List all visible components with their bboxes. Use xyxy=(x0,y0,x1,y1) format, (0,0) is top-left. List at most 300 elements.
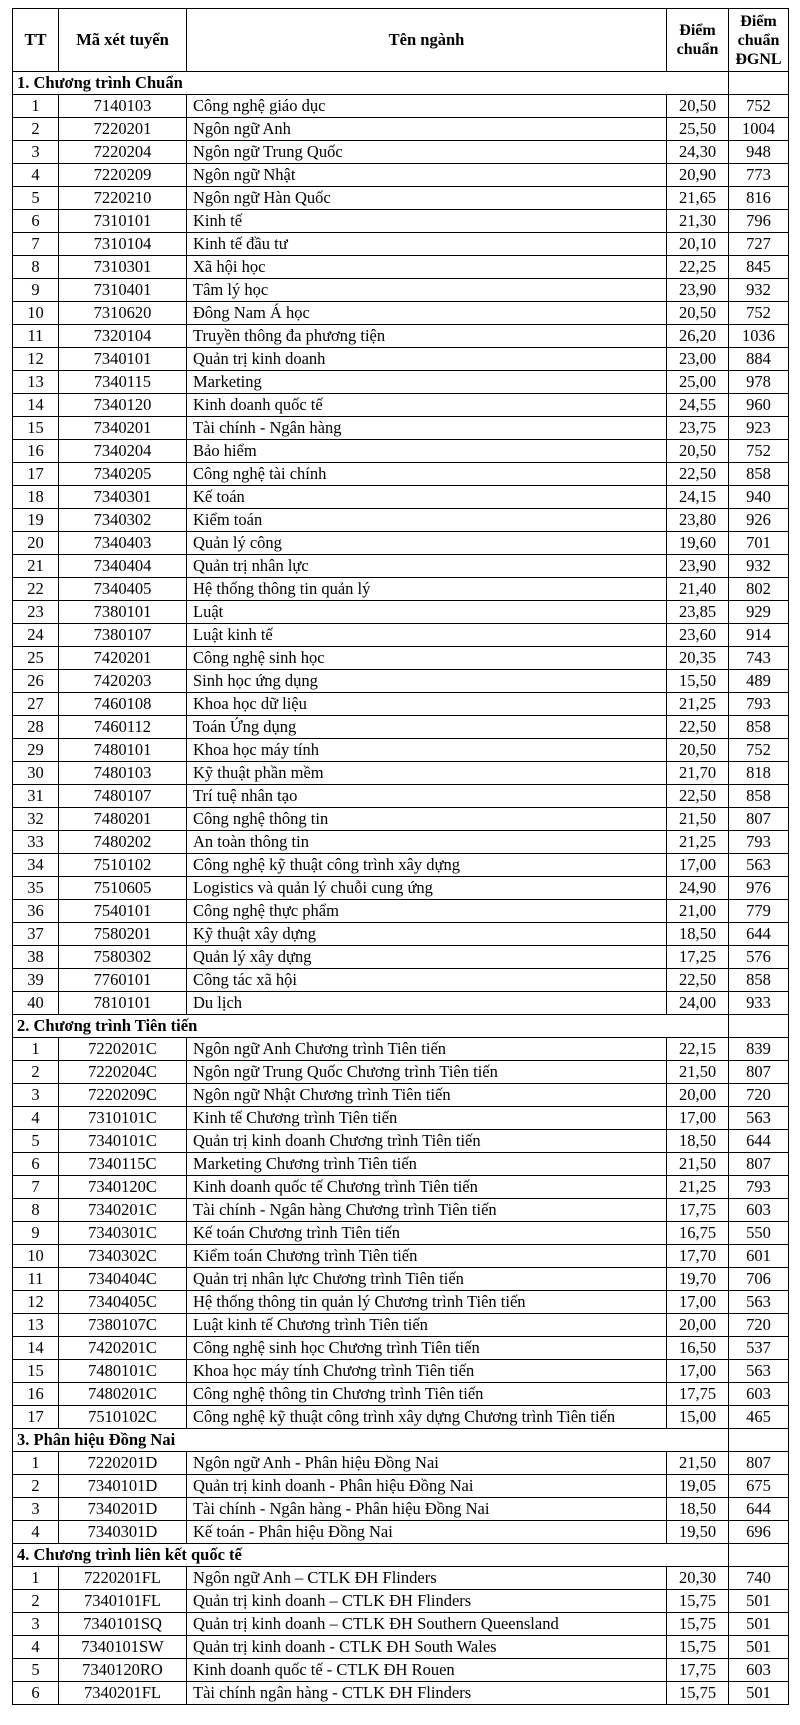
row-score-cell: 20,30 xyxy=(667,1567,729,1590)
row-score-cell: 24,90 xyxy=(667,877,729,900)
section-header-row xyxy=(13,72,789,95)
row-name-cell: Công nghệ kỹ thuật công trình xây dựng Chương trình Tiên tiến xyxy=(187,1406,667,1429)
row-score-cell: 20,90 xyxy=(667,164,729,187)
table-row xyxy=(13,1084,789,1107)
section-title: 3. Phân hiệu Đồng Nai xyxy=(13,1429,729,1452)
row-code-cell: 7220204 xyxy=(59,141,187,164)
row-code-cell: 7380107 xyxy=(59,624,187,647)
row-name-cell: Công nghệ thông tin xyxy=(187,808,667,831)
row-name-cell: Ngôn ngữ Anh – CTLK ĐH Flinders xyxy=(187,1567,667,1590)
row-dgnl-cell: 563 xyxy=(729,1107,789,1130)
row-name-cell: Kiểm toán xyxy=(187,509,667,532)
row-name-cell: Luật kinh tế Chương trình Tiên tiến xyxy=(187,1314,667,1337)
row-code-cell: 7220201 xyxy=(59,118,187,141)
row-code-cell: 7340101C xyxy=(59,1130,187,1153)
row-dgnl-cell: 884 xyxy=(729,348,789,371)
header-score-line1: Điểm xyxy=(679,22,716,39)
section-empty-cell xyxy=(729,1544,789,1567)
row-tt-cell: 11 xyxy=(13,325,59,348)
row-name-cell: Công nghệ sinh học xyxy=(187,647,667,670)
row-tt-cell: 7 xyxy=(13,1176,59,1199)
row-score-cell: 18,50 xyxy=(667,1130,729,1153)
row-name-cell: Kinh tế đầu tư xyxy=(187,233,667,256)
row-code-cell: 7340301C xyxy=(59,1222,187,1245)
row-tt-cell: 17 xyxy=(13,1406,59,1429)
row-score-cell: 21,50 xyxy=(667,1452,729,1475)
table-row xyxy=(13,946,789,969)
row-dgnl-cell: 740 xyxy=(729,1567,789,1590)
row-dgnl-cell: 976 xyxy=(729,877,789,900)
table-row xyxy=(13,1199,789,1222)
row-score-cell: 17,25 xyxy=(667,946,729,969)
row-score-cell: 24,00 xyxy=(667,992,729,1015)
table-row xyxy=(13,1153,789,1176)
table-row xyxy=(13,877,789,900)
row-score-cell: 20,00 xyxy=(667,1084,729,1107)
row-dgnl-cell: 793 xyxy=(729,693,789,716)
row-tt-cell: 34 xyxy=(13,854,59,877)
table-row xyxy=(13,555,789,578)
table-row xyxy=(13,716,789,739)
row-name-cell: Công nghệ thực phẩm xyxy=(187,900,667,923)
row-name-cell: Quản lý công xyxy=(187,532,667,555)
row-score-cell: 17,75 xyxy=(667,1659,729,1682)
row-tt-cell: 18 xyxy=(13,486,59,509)
row-tt-cell: 7 xyxy=(13,233,59,256)
row-code-cell: 7220209 xyxy=(59,164,187,187)
row-code-cell: 7220204C xyxy=(59,1061,187,1084)
row-dgnl-cell: 696 xyxy=(729,1521,789,1544)
row-code-cell: 7480107 xyxy=(59,785,187,808)
table-row xyxy=(13,578,789,601)
row-score-cell: 21,25 xyxy=(667,1176,729,1199)
row-tt-cell: 4 xyxy=(13,1636,59,1659)
row-name-cell: Ngôn ngữ Trung Quốc xyxy=(187,141,667,164)
table-row xyxy=(13,969,789,992)
header-dgnl-line1: Điểm xyxy=(740,12,777,30)
section-empty-cell xyxy=(729,1015,789,1038)
row-score-cell: 15,75 xyxy=(667,1613,729,1636)
row-name-cell: Ngôn ngữ Anh Chương trình Tiên tiến xyxy=(187,1038,667,1061)
header-score-line2: chuẩn xyxy=(676,41,719,58)
table-row xyxy=(13,302,789,325)
row-name-cell: Tài chính - Ngân hàng Chương trình Tiên tiến xyxy=(187,1199,667,1222)
row-tt-cell: 4 xyxy=(13,164,59,187)
row-code-cell: 7340101FL xyxy=(59,1590,187,1613)
row-code-cell: 7340101SQ xyxy=(59,1613,187,1636)
row-tt-cell: 3 xyxy=(13,1084,59,1107)
row-code-cell: 7220201C xyxy=(59,1038,187,1061)
row-tt-cell: 24 xyxy=(13,624,59,647)
row-dgnl-cell: 465 xyxy=(729,1406,789,1429)
row-tt-cell: 5 xyxy=(13,1659,59,1682)
row-tt-cell: 32 xyxy=(13,808,59,831)
row-score-cell: 21,30 xyxy=(667,210,729,233)
row-score-cell: 17,00 xyxy=(667,1360,729,1383)
row-name-cell: Công tác xã hội xyxy=(187,969,667,992)
row-name-cell: Quản trị kinh doanh Chương trình Tiên tiến xyxy=(187,1130,667,1153)
row-dgnl-cell: 796 xyxy=(729,210,789,233)
row-tt-cell: 40 xyxy=(13,992,59,1015)
table-row xyxy=(13,1360,789,1383)
row-score-cell: 21,50 xyxy=(667,808,729,831)
row-name-cell: Quản trị nhân lực Chương trình Tiên tiến xyxy=(187,1268,667,1291)
row-dgnl-cell: 932 xyxy=(729,279,789,302)
row-dgnl-cell: 839 xyxy=(729,1038,789,1061)
table-row xyxy=(13,1521,789,1544)
row-dgnl-cell: 720 xyxy=(729,1084,789,1107)
row-tt-cell: 3 xyxy=(13,1498,59,1521)
row-score-cell: 21,50 xyxy=(667,1061,729,1084)
admission-score-table xyxy=(12,8,789,1705)
row-tt-cell: 17 xyxy=(13,463,59,486)
table-row xyxy=(13,992,789,1015)
row-dgnl-cell: 807 xyxy=(729,1452,789,1475)
table-row xyxy=(13,118,789,141)
row-tt-cell: 14 xyxy=(13,1337,59,1360)
row-dgnl-cell: 816 xyxy=(729,187,789,210)
row-tt-cell: 16 xyxy=(13,440,59,463)
row-dgnl-cell: 807 xyxy=(729,808,789,831)
table-row xyxy=(13,693,789,716)
row-code-cell: 7220201D xyxy=(59,1452,187,1475)
row-score-cell: 20,00 xyxy=(667,1314,729,1337)
table-row xyxy=(13,624,789,647)
row-tt-cell: 26 xyxy=(13,670,59,693)
row-tt-cell: 31 xyxy=(13,785,59,808)
row-tt-cell: 1 xyxy=(13,1452,59,1475)
row-dgnl-cell: 978 xyxy=(729,371,789,394)
row-dgnl-cell: 603 xyxy=(729,1199,789,1222)
row-code-cell: 7310101 xyxy=(59,210,187,233)
row-name-cell: Tài chính - Ngân hàng xyxy=(187,417,667,440)
row-tt-cell: 2 xyxy=(13,1475,59,1498)
row-code-cell: 7480101 xyxy=(59,739,187,762)
header-dgnl xyxy=(729,9,789,72)
row-code-cell: 7380101 xyxy=(59,601,187,624)
row-dgnl-cell: 793 xyxy=(729,1176,789,1199)
row-dgnl-cell: 940 xyxy=(729,486,789,509)
row-code-cell: 7220201FL xyxy=(59,1567,187,1590)
table-row xyxy=(13,670,789,693)
row-dgnl-cell: 752 xyxy=(729,302,789,325)
table-row xyxy=(13,1130,789,1153)
table-row xyxy=(13,1636,789,1659)
row-tt-cell: 25 xyxy=(13,647,59,670)
section-empty-cell xyxy=(729,72,789,95)
row-code-cell: 7460112 xyxy=(59,716,187,739)
row-dgnl-cell: 914 xyxy=(729,624,789,647)
row-score-cell: 20,10 xyxy=(667,233,729,256)
row-code-cell: 7340204 xyxy=(59,440,187,463)
row-dgnl-cell: 1036 xyxy=(729,325,789,348)
row-name-cell: Tâm lý học xyxy=(187,279,667,302)
row-score-cell: 21,65 xyxy=(667,187,729,210)
table-row xyxy=(13,831,789,854)
row-score-cell: 21,70 xyxy=(667,762,729,785)
row-score-cell: 23,90 xyxy=(667,279,729,302)
table-row xyxy=(13,187,789,210)
row-dgnl-cell: 807 xyxy=(729,1153,789,1176)
row-tt-cell: 8 xyxy=(13,1199,59,1222)
table-header-row xyxy=(13,9,789,72)
row-tt-cell: 27 xyxy=(13,693,59,716)
table-row xyxy=(13,1245,789,1268)
row-name-cell: Công nghệ sinh học Chương trình Tiên tiến xyxy=(187,1337,667,1360)
row-tt-cell: 12 xyxy=(13,348,59,371)
table-row xyxy=(13,532,789,555)
row-code-cell: 7310104 xyxy=(59,233,187,256)
row-score-cell: 24,30 xyxy=(667,141,729,164)
table-row xyxy=(13,210,789,233)
row-dgnl-cell: 501 xyxy=(729,1636,789,1659)
table-row xyxy=(13,233,789,256)
row-code-cell: 7340205 xyxy=(59,463,187,486)
table-row xyxy=(13,463,789,486)
row-code-cell: 7480103 xyxy=(59,762,187,785)
row-name-cell: Quản trị kinh doanh – CTLK ĐH Flinders xyxy=(187,1590,667,1613)
row-dgnl-cell: 501 xyxy=(729,1682,789,1705)
header-score xyxy=(667,9,729,72)
row-tt-cell: 2 xyxy=(13,118,59,141)
row-tt-cell: 38 xyxy=(13,946,59,969)
row-score-cell: 15,75 xyxy=(667,1590,729,1613)
row-tt-cell: 28 xyxy=(13,716,59,739)
row-dgnl-cell: 706 xyxy=(729,1268,789,1291)
row-code-cell: 7310401 xyxy=(59,279,187,302)
row-name-cell: Quản trị kinh doanh – CTLK ĐH Southern Queensland xyxy=(187,1613,667,1636)
row-code-cell: 7340201D xyxy=(59,1498,187,1521)
row-dgnl-cell: 489 xyxy=(729,670,789,693)
row-tt-cell: 9 xyxy=(13,1222,59,1245)
row-name-cell: Xã hội học xyxy=(187,256,667,279)
row-dgnl-cell: 929 xyxy=(729,601,789,624)
row-code-cell: 7340302 xyxy=(59,509,187,532)
row-name-cell: Quản trị kinh doanh - CTLK ĐH South Wales xyxy=(187,1636,667,1659)
row-name-cell: Luật kinh tế xyxy=(187,624,667,647)
row-dgnl-cell: 720 xyxy=(729,1314,789,1337)
table-row xyxy=(13,854,789,877)
table-row xyxy=(13,1452,789,1475)
row-tt-cell: 5 xyxy=(13,187,59,210)
row-tt-cell: 6 xyxy=(13,1682,59,1705)
row-dgnl-cell: 501 xyxy=(729,1590,789,1613)
row-name-cell: Kinh tế Chương trình Tiên tiến xyxy=(187,1107,667,1130)
row-name-cell: Đông Nam Á học xyxy=(187,302,667,325)
row-code-cell: 7340404C xyxy=(59,1268,187,1291)
table-row xyxy=(13,785,789,808)
row-dgnl-cell: 773 xyxy=(729,164,789,187)
row-code-cell: 7420201C xyxy=(59,1337,187,1360)
row-code-cell: 7340120RO xyxy=(59,1659,187,1682)
table-row xyxy=(13,739,789,762)
row-code-cell: 7340302C xyxy=(59,1245,187,1268)
row-code-cell: 7340404 xyxy=(59,555,187,578)
row-dgnl-cell: 807 xyxy=(729,1061,789,1084)
row-dgnl-cell: 793 xyxy=(729,831,789,854)
row-dgnl-cell: 926 xyxy=(729,509,789,532)
row-code-cell: 7310301 xyxy=(59,256,187,279)
header-dgnl-line3: ĐGNL xyxy=(735,50,782,68)
row-dgnl-cell: 932 xyxy=(729,555,789,578)
table-row xyxy=(13,1291,789,1314)
row-code-cell: 7340101SW xyxy=(59,1636,187,1659)
row-score-cell: 21,25 xyxy=(667,831,729,854)
row-dgnl-cell: 752 xyxy=(729,440,789,463)
row-name-cell: Công nghệ kỹ thuật công trình xây dựng xyxy=(187,854,667,877)
table-row xyxy=(13,1176,789,1199)
table-row xyxy=(13,1406,789,1429)
table-row xyxy=(13,279,789,302)
row-code-cell: 7380107C xyxy=(59,1314,187,1337)
row-code-cell: 7340101D xyxy=(59,1475,187,1498)
row-score-cell: 24,15 xyxy=(667,486,729,509)
row-score-cell: 20,35 xyxy=(667,647,729,670)
table-row xyxy=(13,1659,789,1682)
table-row xyxy=(13,1268,789,1291)
row-code-cell: 7340405 xyxy=(59,578,187,601)
row-code-cell: 7340405C xyxy=(59,1291,187,1314)
row-score-cell: 15,00 xyxy=(667,1406,729,1429)
row-score-cell: 23,75 xyxy=(667,417,729,440)
row-tt-cell: 4 xyxy=(13,1107,59,1130)
row-dgnl-cell: 933 xyxy=(729,992,789,1015)
row-score-cell: 22,50 xyxy=(667,463,729,486)
row-tt-cell: 19 xyxy=(13,509,59,532)
row-code-cell: 7340201C xyxy=(59,1199,187,1222)
row-name-cell: Quản trị kinh doanh - Phân hiệu Đồng Nai xyxy=(187,1475,667,1498)
row-dgnl-cell: 563 xyxy=(729,1360,789,1383)
row-name-cell: Trí tuệ nhân tạo xyxy=(187,785,667,808)
row-code-cell: 7310620 xyxy=(59,302,187,325)
table-row xyxy=(13,141,789,164)
row-name-cell: Ngôn ngữ Nhật Chương trình Tiên tiến xyxy=(187,1084,667,1107)
section-title: 2. Chương trình Tiên tiến xyxy=(13,1015,729,1038)
row-score-cell: 19,05 xyxy=(667,1475,729,1498)
row-score-cell: 16,75 xyxy=(667,1222,729,1245)
row-dgnl-cell: 752 xyxy=(729,739,789,762)
row-code-cell: 7810101 xyxy=(59,992,187,1015)
row-code-cell: 7510102C xyxy=(59,1406,187,1429)
row-tt-cell: 2 xyxy=(13,1061,59,1084)
row-name-cell: Quản trị kinh doanh xyxy=(187,348,667,371)
row-code-cell: 7480101C xyxy=(59,1360,187,1383)
row-tt-cell: 22 xyxy=(13,578,59,601)
row-tt-cell: 8 xyxy=(13,256,59,279)
row-dgnl-cell: 727 xyxy=(729,233,789,256)
row-score-cell: 17,00 xyxy=(667,854,729,877)
row-score-cell: 21,50 xyxy=(667,1153,729,1176)
row-dgnl-cell: 752 xyxy=(729,95,789,118)
row-code-cell: 7460108 xyxy=(59,693,187,716)
row-name-cell: Bảo hiểm xyxy=(187,440,667,463)
row-score-cell: 15,75 xyxy=(667,1682,729,1705)
row-score-cell: 15,75 xyxy=(667,1636,729,1659)
table-row xyxy=(13,1590,789,1613)
header-name: Tên ngành xyxy=(187,9,667,72)
row-score-cell: 21,00 xyxy=(667,900,729,923)
table-row xyxy=(13,1314,789,1337)
row-name-cell: Du lịch xyxy=(187,992,667,1015)
row-tt-cell: 30 xyxy=(13,762,59,785)
row-code-cell: 7220210 xyxy=(59,187,187,210)
row-score-cell: 17,00 xyxy=(667,1107,729,1130)
row-dgnl-cell: 923 xyxy=(729,417,789,440)
row-tt-cell: 9 xyxy=(13,279,59,302)
table-row xyxy=(13,1107,789,1130)
row-dgnl-cell: 960 xyxy=(729,394,789,417)
row-score-cell: 20,50 xyxy=(667,440,729,463)
table-row xyxy=(13,348,789,371)
row-score-cell: 25,00 xyxy=(667,371,729,394)
table-row xyxy=(13,394,789,417)
row-score-cell: 26,20 xyxy=(667,325,729,348)
table-row xyxy=(13,1567,789,1590)
table-row xyxy=(13,1038,789,1061)
row-name-cell: Kế toán - Phân hiệu Đồng Nai xyxy=(187,1521,667,1544)
row-code-cell: 7580201 xyxy=(59,923,187,946)
row-score-cell: 23,85 xyxy=(667,601,729,624)
row-dgnl-cell: 858 xyxy=(729,785,789,808)
table-row xyxy=(13,95,789,118)
row-dgnl-cell: 1004 xyxy=(729,118,789,141)
row-score-cell: 22,50 xyxy=(667,716,729,739)
row-score-cell: 23,90 xyxy=(667,555,729,578)
table-row xyxy=(13,417,789,440)
row-code-cell: 7340101 xyxy=(59,348,187,371)
row-name-cell: Khoa học dữ liệu xyxy=(187,693,667,716)
row-code-cell: 7340403 xyxy=(59,532,187,555)
row-score-cell: 22,15 xyxy=(667,1038,729,1061)
score-table-container xyxy=(12,8,788,1705)
row-name-cell: Marketing Chương trình Tiên tiến xyxy=(187,1153,667,1176)
row-code-cell: 7320104 xyxy=(59,325,187,348)
row-code-cell: 7340115 xyxy=(59,371,187,394)
row-dgnl-cell: 858 xyxy=(729,716,789,739)
row-score-cell: 18,50 xyxy=(667,923,729,946)
table-row xyxy=(13,1498,789,1521)
section-header-row xyxy=(13,1015,789,1038)
row-name-cell: Ngôn ngữ Anh - Phân hiệu Đồng Nai xyxy=(187,1452,667,1475)
row-score-cell: 17,00 xyxy=(667,1291,729,1314)
table-row xyxy=(13,325,789,348)
row-tt-cell: 4 xyxy=(13,1521,59,1544)
row-tt-cell: 29 xyxy=(13,739,59,762)
section-title: 4. Chương trình liên kết quốc tế xyxy=(13,1544,729,1567)
row-name-cell: Kinh doanh quốc tế - CTLK ĐH Rouen xyxy=(187,1659,667,1682)
row-dgnl-cell: 644 xyxy=(729,1130,789,1153)
row-tt-cell: 20 xyxy=(13,532,59,555)
table-row xyxy=(13,509,789,532)
row-tt-cell: 23 xyxy=(13,601,59,624)
row-name-cell: Kinh doanh quốc tế Chương trình Tiên tiến xyxy=(187,1176,667,1199)
row-name-cell: Kế toán Chương trình Tiên tiến xyxy=(187,1222,667,1245)
row-name-cell: Kiểm toán Chương trình Tiên tiến xyxy=(187,1245,667,1268)
row-code-cell: 7310101C xyxy=(59,1107,187,1130)
section-header-row xyxy=(13,1544,789,1567)
row-score-cell: 15,50 xyxy=(667,670,729,693)
table-row xyxy=(13,1222,789,1245)
row-tt-cell: 6 xyxy=(13,1153,59,1176)
row-tt-cell: 37 xyxy=(13,923,59,946)
table-row xyxy=(13,1061,789,1084)
table-row xyxy=(13,440,789,463)
row-score-cell: 21,40 xyxy=(667,578,729,601)
row-name-cell: Kế toán xyxy=(187,486,667,509)
row-name-cell: Quản lý xây dựng xyxy=(187,946,667,969)
row-code-cell: 7480201 xyxy=(59,808,187,831)
row-name-cell: Ngôn ngữ Nhật xyxy=(187,164,667,187)
